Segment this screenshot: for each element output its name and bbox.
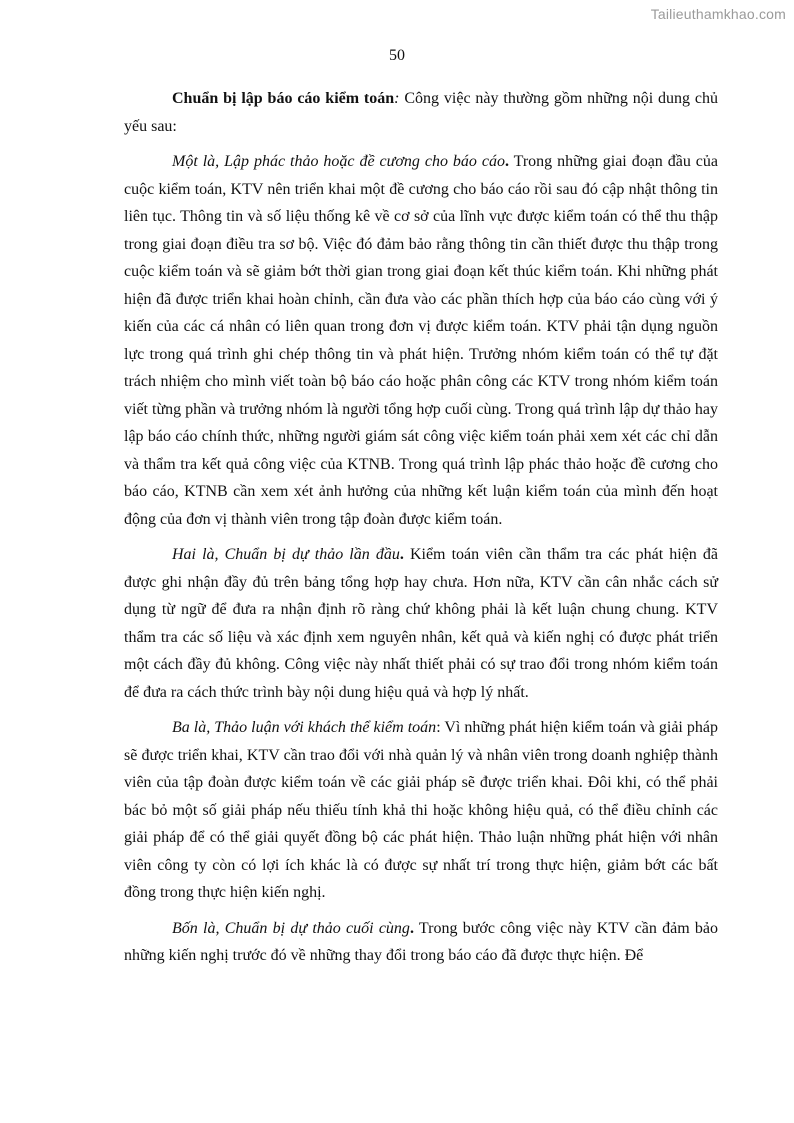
watermark: Tailieuthamkhao.com	[650, 6, 786, 22]
step-heading: Một là, Lập phác thảo hoặc đề cương cho báo cáo	[172, 153, 505, 170]
paragraph-intro	[124, 85, 718, 140]
paragraph-text: Trong bước công việc này KTV cần đảm bảo những kiến nghị trước đó về những thay đổi trong báo cáo đã được thực hiện. Để	[124, 919, 719, 964]
step-heading: Ba là, Thảo luận với khách thể kiểm toán	[172, 719, 437, 736]
paragraph-step-4	[124, 915, 718, 970]
document-body	[124, 85, 718, 978]
paragraph-step-2	[124, 541, 718, 706]
page-number: 50	[389, 47, 405, 64]
heading-punct: .	[409, 919, 414, 937]
paragraph-step-3	[124, 714, 718, 907]
step-heading: Hai là, Chuẩn bị dự thảo lần đầu	[172, 546, 400, 563]
heading-punct: :	[394, 90, 400, 107]
heading-bold: Chuẩn bị lập báo cáo kiểm toán	[172, 90, 395, 107]
step-heading: Bốn là, Chuẩn bị dự thảo cuối cùng	[172, 919, 410, 937]
heading-punct: .	[399, 546, 404, 563]
paragraph-text: Kiểm toán viên cần thẩm tra các phát hiện đã được ghi nhận đầy đủ trên bảng tổng hợp hay chưa. Hơn nữa, KTV cần cân nhắc cách sử dụng từ ngữ để đưa ra nhận định rõ ràng chứ không phải là kết luận chung chung. KTV thẩm tra các số liệu và xác định xem nguyên nhân, kết quả và kiến nghị có được phát triển một cách đầy đủ không. Công việc này nhất thiết phải có sự trao đổi trong nhóm kiểm toán để đưa ra cách thức trình bày nội dung hiệu quả và hợp lý nhất.	[124, 546, 718, 701]
heading-punct: :	[436, 719, 441, 736]
paragraph-step-1	[124, 148, 718, 533]
heading-punct: .	[504, 153, 509, 170]
paragraph-text: Vì những phát hiện kiểm toán và giải pháp sẽ được triển khai, KTV cần trao đổi với nhà quản lý và nhân viên trong doanh nghiệp thành viên của tập đoàn được kiểm toán về các giải pháp sẽ được triển khai. Đôi khi, có thể phải bác bỏ một số giải pháp nếu thiếu tính khả thi hoặc không hiệu quả, có thể điều chỉnh các giải pháp để có thể giải quyết đồng bộ các phát hiện. Thảo luận những phát hiện với nhân viên công ty còn có lợi ích khác là có được sự nhất trí trong thực hiện, giảm bớt các bất đồng trong thực hiện kiến nghị.	[124, 719, 719, 901]
paragraph-text: Công việc này thường gồm những nội dung chủ yếu sau:	[124, 90, 719, 135]
paragraph-text: Trong những giai đoạn đầu của cuộc kiểm toán, KTV nên triển khai một đề cương cho báo cáo rồi sau đó cập nhật thông tin liên tục. Thông tin và số liệu thống kê về cơ sở của lĩnh vực được kiểm toán có thể thu thập trong giai đoạn điều tra sơ bộ. Việc đó đảm bảo rằng thông tin cần thiết được thu thập trong cuộc kiểm toán và sẽ giảm bớt thời gian trong giai đoạn kết thúc kiểm toán. Khi những phát hiện đã được triển khai hoàn chỉnh, cần đưa vào các phần thích hợp của báo cáo cùng với ý kiến của các cá nhân có liên quan trong đơn vị được kiểm toán. KTV phải tận dụng nguồn lực trong quá trình ghi chép thông tin và phát hiện. Trưởng nhóm kiểm toán có thể tự đặt trách nhiệm cho mình viết toàn bộ báo cáo hoặc phân công các KTV trong nhóm kiểm toán viết từng phần và trưởng nhóm là người tổng hợp cuối cùng. Trong quá trình lập dự thảo hay lập báo cáo chính thức, những người giám sát công việc kiểm toán phải xem xét các chỉ dẫn và thẩm tra kết quả công việc của KTNB. Trong quá trình lập phác thảo hoặc đề cương cho báo cáo, KTNB cần xem xét ảnh hưởng của những kết luận kiểm toán của mình đến hoạt động của đơn vị thành viên trong tập đoàn được kiểm toán.	[124, 153, 719, 528]
